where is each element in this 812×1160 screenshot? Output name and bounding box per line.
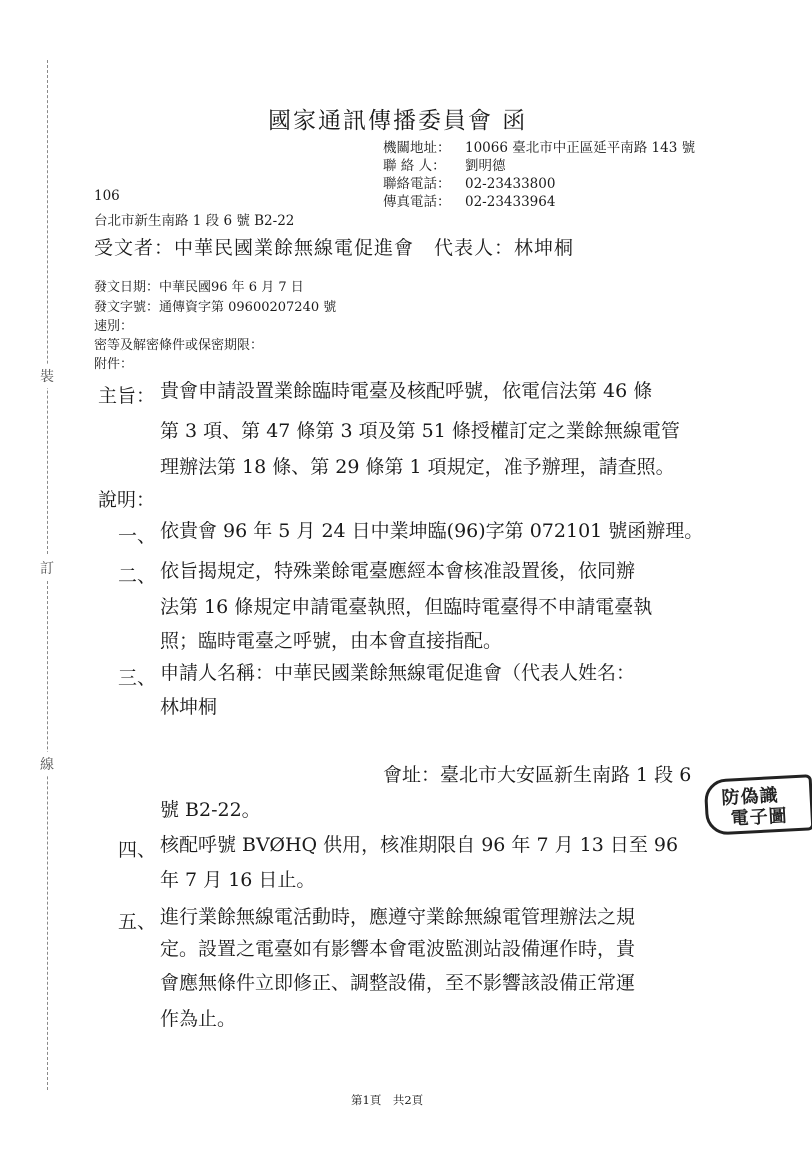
contact-person [383,157,506,175]
explanation-line: 依貴會 96 年 5 月 24 日中業坤臨(96)字第 072101 號函辦理。 [160,520,704,542]
explanation-line: 會址：臺北市大安區新生南路 1 段 6 [383,764,692,786]
recipient-address: 台北市新生南路 1 段 6 號 B2-22 [94,213,295,229]
binding-mark: 訂 [40,556,54,580]
explanation-line: 進行業餘無線電活動時，應遵守業餘無線電管理辦法之規 [160,906,636,928]
document-title: 國家通訊傳播委員會 函 [268,108,528,134]
item-number: 一、 [118,525,157,547]
explanation-line: 會應無條件立即修正、調整設備，至不影響該設備正常運 [160,972,636,994]
binding-mark: 裝 [40,364,54,388]
binding-mark: 線 [40,752,54,776]
anti-counterfeit-stamp [704,774,812,836]
contact-value: 10066 臺北市中正區延平南路 143 號 [465,140,696,156]
explanation-line: 申請人名稱：中華民國業餘無線電促進會（代表人姓名： [160,662,636,684]
contact-value: 02-23433964 [465,194,556,210]
delivery-speed: 速別： [94,319,134,334]
explanation-line: 依旨揭規定，特殊業餘電臺應經本會核准設置後，依同辦 [160,560,636,582]
item-number: 五、 [118,911,157,933]
explanation-line: 作為止。 [160,1008,237,1030]
issue-number: 發文字號：通傳資字第 09600207240 號 [94,300,337,315]
contact-value: 劉明德 [465,158,506,174]
contact-address [383,139,695,157]
contact-fax [383,193,555,211]
explanation-line: 核配呼號 BVØHQ 供用，核准期限自 96 年 7 月 13 日至 96 [160,834,679,856]
subject-line: 第 3 項、第 47 條第 3 項及第 51 條授權訂定之業餘無線電管 [160,420,680,442]
issue-date: 發文日期：中華民國96 年 6 月 7 日 [94,280,304,295]
item-number: 三、 [118,667,157,689]
explanation-label: 說明： [98,489,156,511]
contact-label: 傳真電話： [383,194,451,210]
recipient-line: 受文者：中華民國業餘無線電促進會 代表人：林坤桐 [94,237,575,259]
stamp-text: 防偽識 [721,784,780,809]
attachments: 附件： [94,357,134,372]
contact-value: 02-23433800 [465,176,556,192]
secrecy-level: 密等及解密條件或保密期限： [94,338,264,353]
contact-label: 聯絡電話： [383,176,451,192]
subject-line: 理辦法第 18 條、第 29 條第 1 項規定，准予辦理，請查照。 [160,456,675,478]
explanation-line: 林坤桐 [160,696,218,718]
explanation-line: 年 7 月 16 日止。 [160,869,316,891]
explanation-line: 照；臨時電臺之呼號，由本會直接指配。 [160,630,503,652]
explanation-line: 法第 16 條規定申請電臺執照，但臨時電臺得不申請電臺執 [160,596,653,618]
stamp-text: 電子圖 [730,805,789,830]
page-number: 第1頁 共2頁 [351,1093,424,1107]
contact-phone [383,175,555,193]
item-number: 二、 [118,565,157,587]
explanation-line: 定。設置之電臺如有影響本會電波監測站設備運作時，貴 [160,938,636,960]
subject-label: 主旨： [98,385,156,407]
postal-code: 106 [94,188,120,204]
subject-line: 貴會申請設置業餘臨時電臺及核配呼號，依電信法第 46 條 [160,380,653,402]
contact-label: 機關地址： [383,140,451,156]
explanation-line: 號 B2-22。 [160,799,261,821]
item-number: 四、 [118,839,157,861]
contact-label: 聯 絡 人： [383,158,446,174]
